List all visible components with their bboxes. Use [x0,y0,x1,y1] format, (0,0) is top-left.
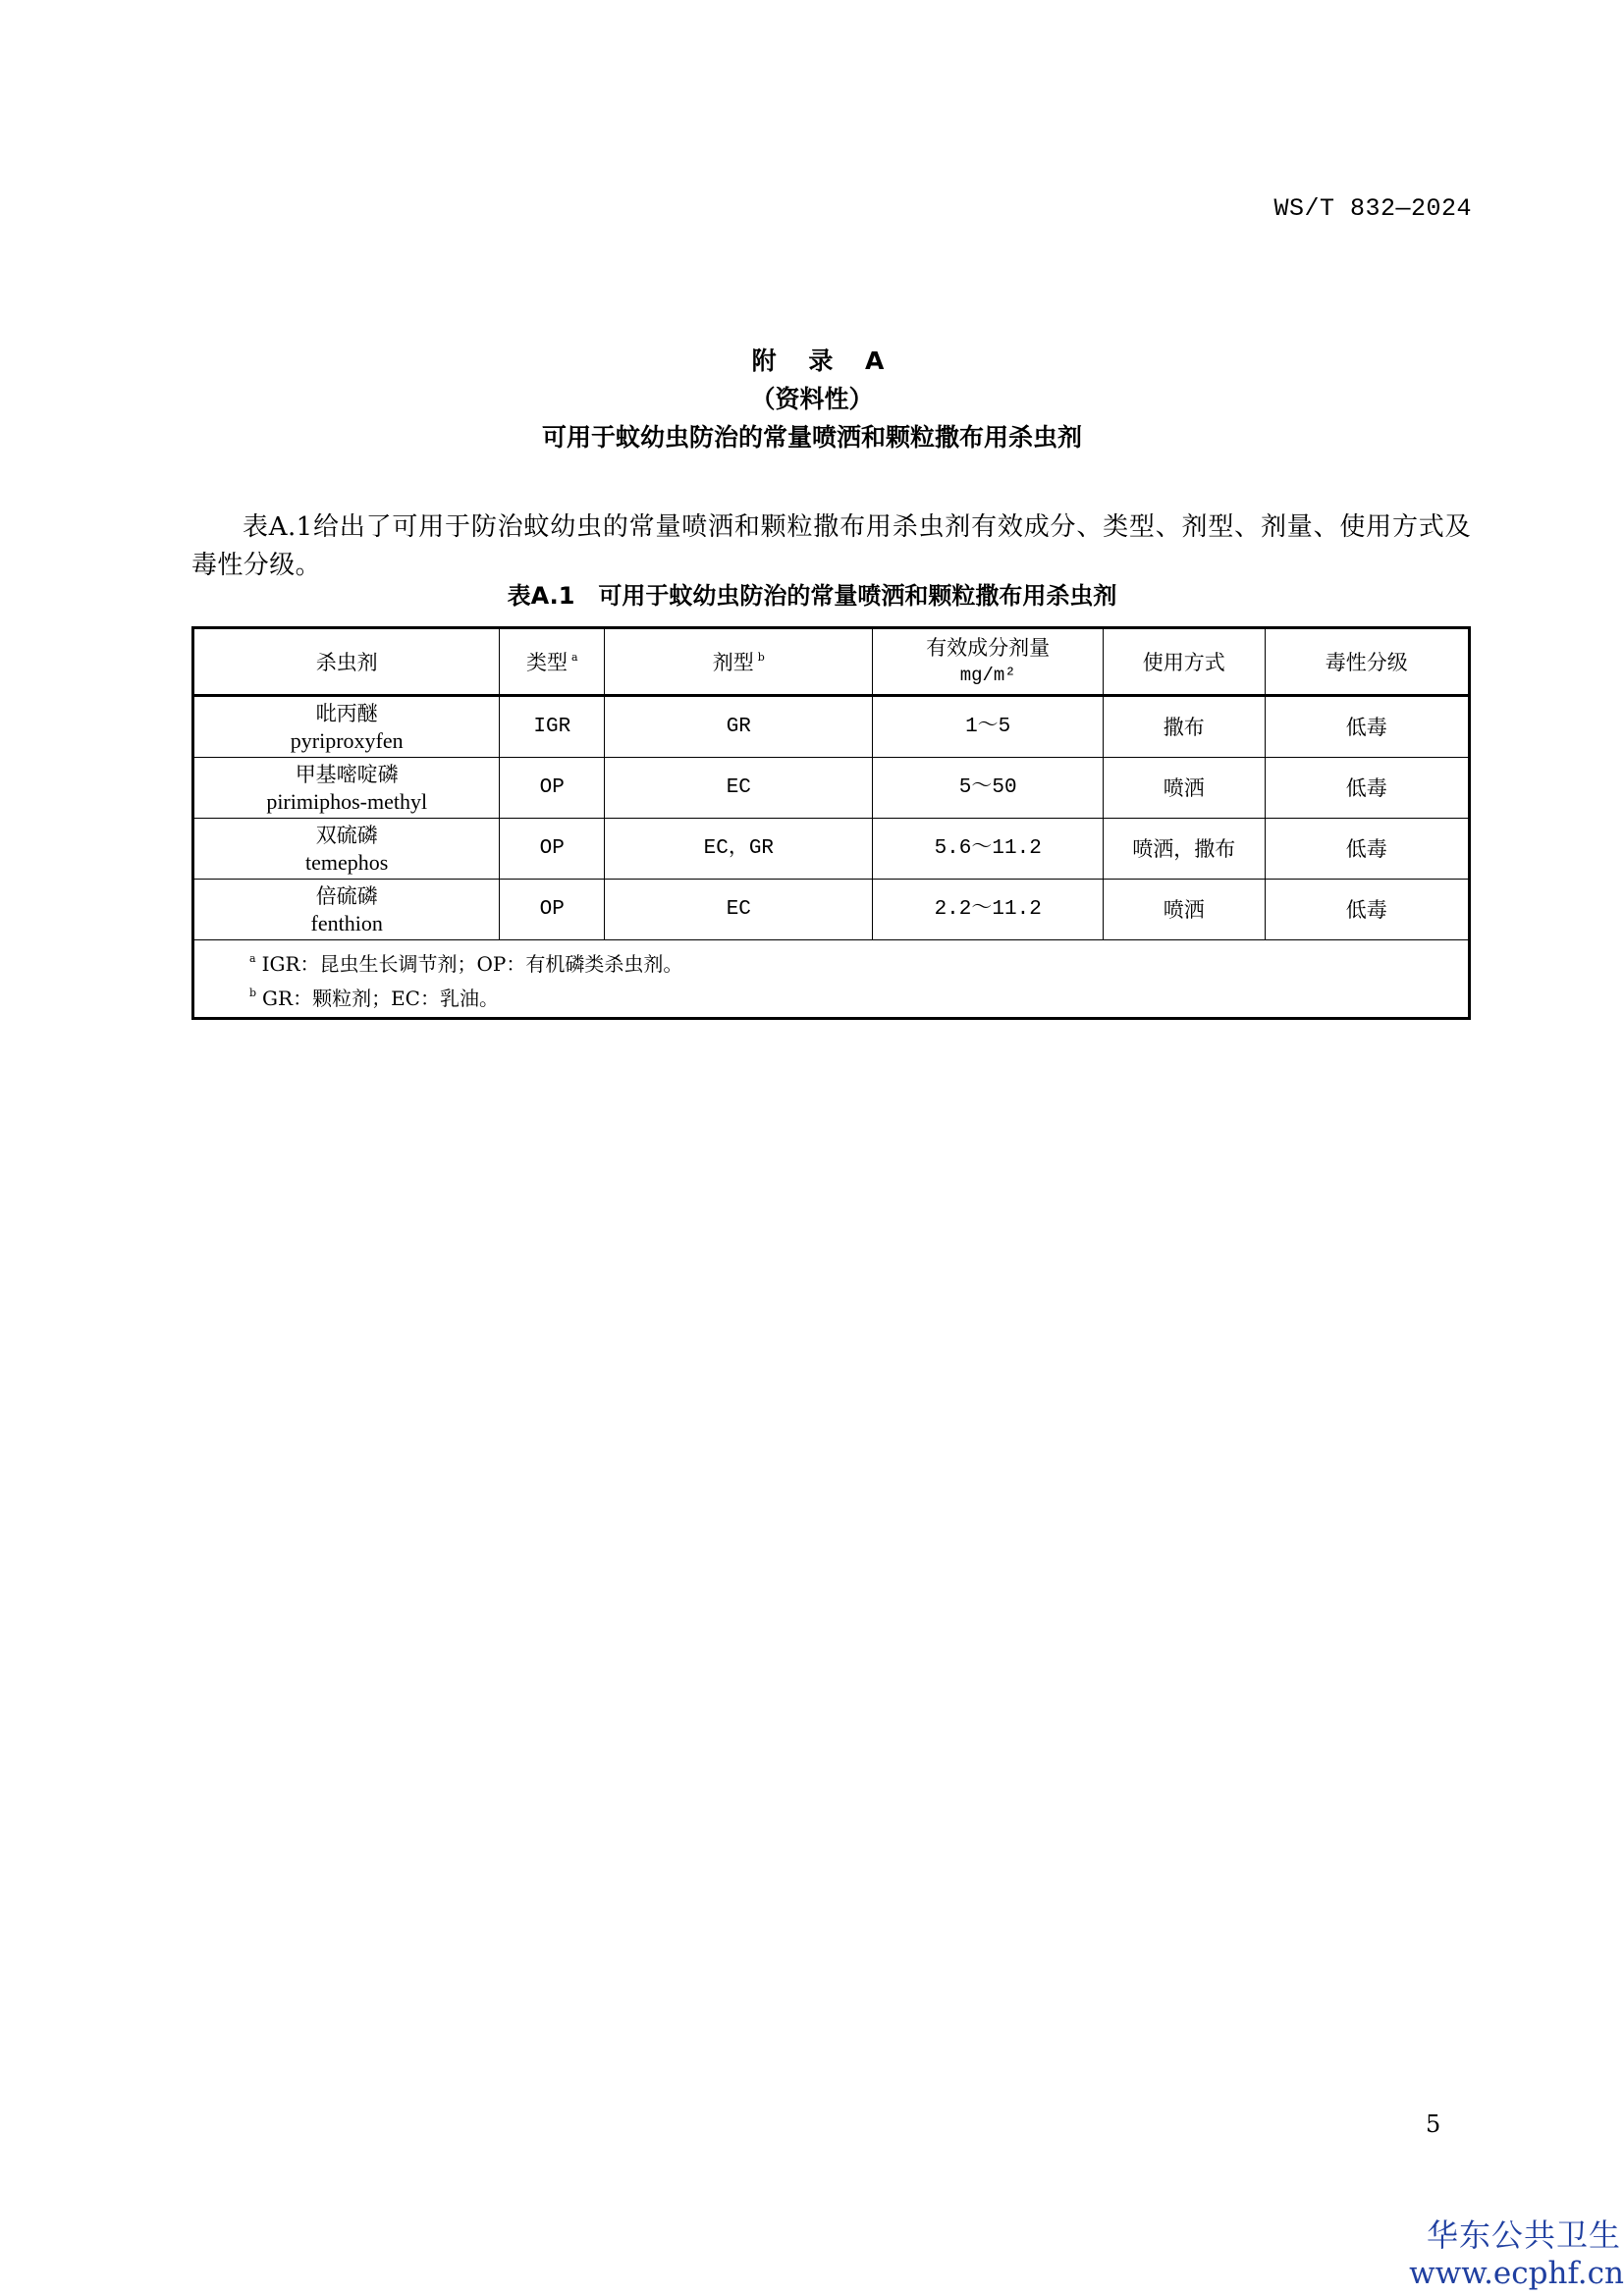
insecticide-name-cell: 吡丙醚 pyriproxyfen [193,696,500,758]
table-row [193,758,1470,819]
usage-cell: 喷洒 [1103,880,1265,940]
dose-cell: 2.2～11.2 [873,880,1103,940]
insecticide-name-cell: 倍硫磷 fenthion [193,880,500,940]
insecticide-table [191,626,1471,1020]
header-dose: 有效成分剂量 mg/m² [873,628,1103,696]
table-row [193,880,1470,940]
insecticide-name-cell: 双硫磷 temephos [193,819,500,880]
appendix-label: 附 录 A [751,347,896,375]
toxicity-cell: 低毒 [1265,758,1469,819]
watermark-url: www.ecphf.cn [1409,2256,1624,2291]
usage-cell: 撒布 [1103,696,1265,758]
dose-cell: 5.6～11.2 [873,819,1103,880]
document-code: WS/T 832—2024 [1273,194,1472,223]
dose-cell: 5～50 [873,758,1103,819]
toxicity-cell: 低毒 [1265,819,1469,880]
type-cell: OP [500,758,605,819]
table-row [193,819,1470,880]
header-toxicity: 毒性分级 [1265,628,1469,696]
type-cell: OP [500,819,605,880]
footnote-mark-a: a [571,651,578,664]
table-caption: 表A.1 可用于蚊幼虫防治的常量喷洒和颗粒撒布用杀虫剂 [507,582,1117,610]
type-cell: IGR [500,696,605,758]
table-row [193,696,1470,758]
table-note-b: $^b$ GR：颗粒剂；EC：乳油。 [249,987,499,1010]
table-notes [193,940,1470,1019]
table-note-a: $^a$ IGR：昆虫生长调节剂；OP：有机磷类杀虫剂。 [249,952,683,976]
toxicity-cell: 低毒 [1265,696,1469,758]
insecticide-name-cell: 甲基嘧啶磷 pirimiphos-methyl [193,758,500,819]
footnote-mark-b: b [757,651,765,664]
watermark-name: 华东公共卫生 [1426,2216,1621,2254]
intro-paragraph: 表A.1给出了可用于防治蚊幼虫的常量喷洒和颗粒撒布用杀虫剂有效成分、类型、剂型、剂量、使用方式及毒性分级。 [191,512,1471,580]
table-notes-row [193,940,1470,1019]
header-type: 类型 $^a$ [500,628,605,696]
table-header-row [193,628,1470,696]
formulation-cell: EC [605,880,873,940]
usage-cell: 喷洒，撒布 [1103,819,1265,880]
toxicity-cell: 低毒 [1265,880,1469,940]
header-insecticide: 杀虫剂 [193,628,500,696]
usage-cell: 喷洒 [1103,758,1265,819]
dose-unit: mg/m² [959,665,1016,686]
dose-cell: 1～5 [873,696,1103,758]
appendix-title: 可用于蚊幼虫防治的常量喷洒和颗粒撒布用杀虫剂 [541,423,1082,452]
formulation-cell: EC [605,758,873,819]
type-cell: OP [500,880,605,940]
formulation-cell: GR [605,696,873,758]
appendix-nature: （资料性） [750,385,874,413]
header-usage: 使用方式 [1103,628,1265,696]
formulation-cell: EC，GR [605,819,873,880]
header-formulation: 剂型 $^b$ [605,628,873,696]
page-number: 5 [1426,2110,1441,2138]
